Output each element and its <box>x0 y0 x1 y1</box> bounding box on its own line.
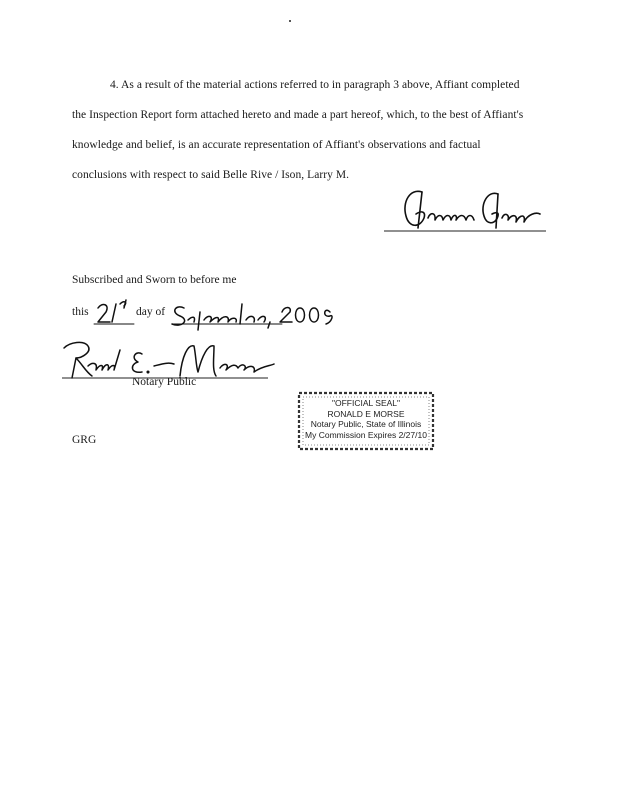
seal-line-4: My Commission Expires 2/27/10 <box>305 429 427 440</box>
paragraph-line-1: 4. As a result of the material actions referred to in paragraph 3 above, Affiant completed <box>110 79 520 91</box>
paragraph-line-4: conclusions with respect to said Belle Rive / Ison, Larry M. <box>72 169 350 181</box>
seal-line-1: "OFFICIAL SEAL" <box>331 398 401 408</box>
paragraph-line-2: the Inspection Report form attached hereto and made a part hereof, which, to the best of Affiant's <box>72 109 524 121</box>
affiant-signature <box>380 184 550 236</box>
typist-initials: GRG <box>72 434 97 446</box>
seal-line-2: RONALD E MORSE <box>327 408 405 419</box>
seal-text <box>296 398 436 440</box>
scan-speck <box>289 20 291 22</box>
subscribed-sworn-line: Subscribed and Sworn to before me <box>72 274 237 286</box>
seal-line-3: Notary Public, State of Illinois <box>310 419 422 429</box>
jurat-this-word: this <box>72 306 89 318</box>
jurat-date-line <box>72 294 372 334</box>
paragraph-line-3: knowledge and belief, is an accurate representation of Affiant's observations and factual <box>72 139 481 151</box>
affidavit-paragraph-4 <box>72 70 552 190</box>
affiant-signature-graphic <box>380 184 550 236</box>
notary-public-label: Notary Public <box>132 376 197 388</box>
jurat-handwriting <box>72 294 372 334</box>
official-notary-seal <box>296 390 436 454</box>
jurat-day-of-word: day of <box>136 306 166 318</box>
